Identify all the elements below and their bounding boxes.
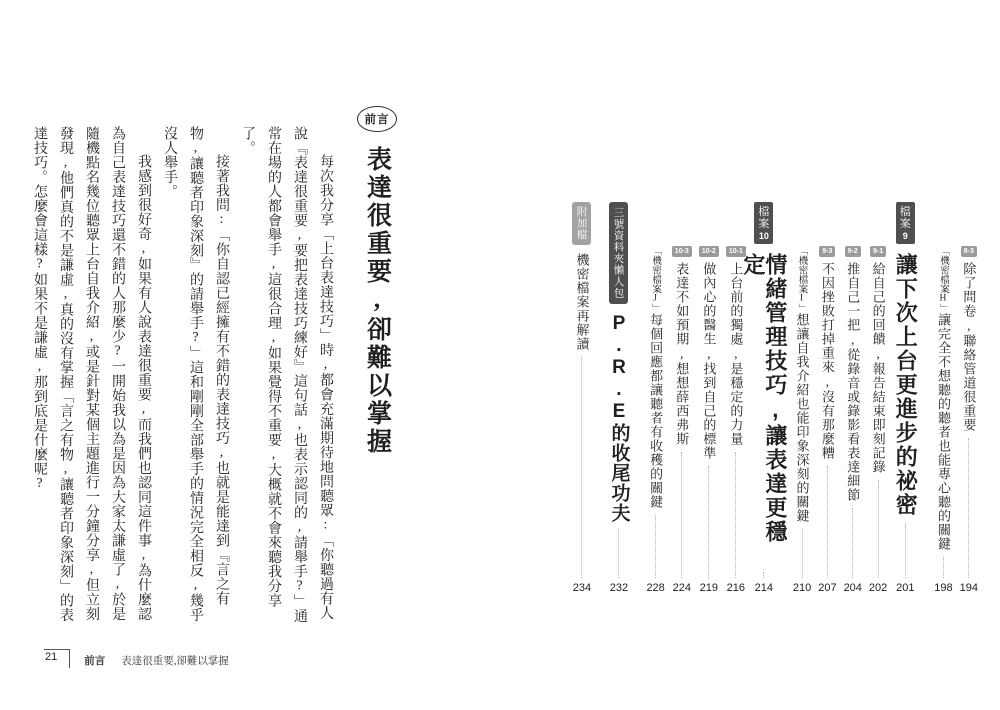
toc-secret-prefix: 「機密檔案J」 <box>650 246 661 313</box>
page-title: 表達很重要,卻難以掌握 <box>363 146 391 456</box>
preface-body <box>32 126 338 624</box>
toc-page-number: 216 <box>726 582 746 594</box>
footer-running-title: 表達很重要,卻難以掌握 <box>121 656 229 667</box>
preface-badge-label: 前言 <box>364 114 390 126</box>
toc-entry <box>699 202 719 594</box>
preface-title-block <box>346 106 408 456</box>
toc-entry-title: 除了問卷,聯絡管道很重要 <box>961 262 977 432</box>
dotted-leader <box>735 452 736 578</box>
toc-page-number: 202 <box>868 582 888 594</box>
toc-entry-number-badge: 9-2 <box>845 246 861 257</box>
toc-entry-title: 推自己一把,從錄音或錄影看表達細節 <box>845 262 861 502</box>
toc-secret-prefix: 「機密檔案H」 <box>937 246 948 313</box>
toc-page-number: 232 <box>609 582 629 594</box>
dotted-leader <box>581 357 582 579</box>
toc-entry <box>572 202 591 594</box>
toc-entry-title: 讓下次上台更進步的祕密 <box>893 253 919 517</box>
toc-entry-title: 「機密檔案H」讓完全不想聽的聽者也能專心聽的關鍵 <box>935 246 951 551</box>
dotted-leader <box>905 523 906 578</box>
dotted-leader <box>681 452 682 578</box>
toc-folder-badge: 三號資料夾懶人包 <box>609 202 628 304</box>
toc-entry-title: 機密檔案再解讀 <box>574 252 590 351</box>
toc-entry-title: 做內心的醫生,找到自己的標準 <box>701 262 717 460</box>
toc-entry-title: P.R.E的收尾功夫 <box>608 313 630 523</box>
toc-page-number: 210 <box>792 582 812 594</box>
dotted-leader <box>618 529 619 578</box>
toc-entry <box>818 202 836 594</box>
toc-entry <box>609 202 628 594</box>
toc-page-number: 228 <box>646 582 665 594</box>
dotted-leader <box>708 466 709 578</box>
toc-entry <box>793 202 811 594</box>
toc-entry-number-badge: 10-3 <box>672 246 692 257</box>
toc-entry <box>893 202 919 594</box>
toc-entry-title: 給自己的回饋,報告結束即刻記錄 <box>870 262 886 474</box>
toc-appendix-badge: 附加檔 <box>572 202 591 245</box>
dotted-leader <box>968 438 969 578</box>
toc-entry-number-badge: 9-3 <box>819 246 835 257</box>
toc-page-number: 201 <box>896 582 915 594</box>
dotted-leader <box>655 515 656 578</box>
toc-entry-title: 「機密檔案J」每個回應都讓聽者有收穫的關鍵 <box>648 246 664 509</box>
toc-entry <box>646 202 664 594</box>
toc-page-number: 198 <box>934 582 953 594</box>
toc-entry-number-badge: 9-1 <box>870 246 886 257</box>
preface-paragraph: 我感到很好奇,如果有人說表達很重要,而我們也認同這件事,為什麼認為自己表達技巧還不錯的人那麼少?一開始我以為是因為大家太謙虛了,於是隨機點名幾位聽眾上台自我介紹,或是針對某個主題進行一分鐘分享,但立刻發現,他們真的不是謙虛,真的沒有掌握「言之有物,讓聽者印象深刻」的表達技巧。怎麼會這樣?如果不是謙虛,那到底是什麼呢? <box>32 126 151 622</box>
toc-page-number: 204 <box>843 582 862 594</box>
toc-entry <box>869 202 887 594</box>
page-footer <box>44 649 229 668</box>
toc-entry-title: 情緒管理技巧,讓表達更穩定 <box>740 253 788 544</box>
toc-page-number: 224 <box>672 582 691 594</box>
toc-entry-number-badge: 10-2 <box>699 246 719 257</box>
dotted-leader <box>878 480 879 578</box>
toc-page-number: 194 <box>959 582 978 594</box>
preface-paragraph: 每次我分享「上台表達技巧」時,都會充滿期待地問聽眾:「你聽過有人說『表達很重要,要把表達技巧練好』這句話,也表示認同的,請舉手?」通常在場的人都會舉手,這很合理,如果覺得不重要,大概就不會來聽我分享了。 <box>240 126 333 623</box>
toc-page-number: 207 <box>818 582 837 594</box>
footer-section-label: 前言 <box>84 656 106 667</box>
dotted-leader <box>943 557 944 578</box>
toc-entry-number-badge: 8-3 <box>961 246 977 257</box>
dotted-leader <box>802 529 803 578</box>
toc-page-number: 214 <box>754 582 774 594</box>
dotted-leader <box>763 572 764 578</box>
preface-paragraph: 接著我問:「你自認已經擁有不錯的表達技巧,也就是能達到『言之有物,讓聽者印象深刻』的請舉手?」這和剛剛全部舉手的情況完全相反,幾乎沒人舉手。 <box>162 126 229 622</box>
toc-entry-title: 上台前的獨處,是穩定的力量 <box>728 262 744 446</box>
toc-entry <box>934 202 952 594</box>
toc-page-number: 234 <box>572 582 592 594</box>
preface-badge <box>357 106 397 132</box>
dotted-leader <box>852 508 853 578</box>
toc-chapter-badge: 檔 案 10 <box>754 202 773 244</box>
toc-entry-title: 表達不如預期,想想薛西弗斯 <box>674 262 690 446</box>
page-number: 21 <box>44 649 70 668</box>
toc-chapter-badge: 檔 案 9 <box>896 202 915 244</box>
dotted-leader <box>827 466 828 578</box>
toc-entry <box>844 202 862 594</box>
toc-entry <box>960 202 978 594</box>
toc-entry-title: 不因挫敗打掉重來,沒有那麼糟 <box>819 262 835 460</box>
toc-entry-number-badge: 10-1 <box>726 246 746 257</box>
toc-entry <box>740 202 788 594</box>
toc-secret-prefix: 「機密檔案I」 <box>796 246 807 313</box>
table-of-contents <box>572 202 978 594</box>
toc-page-number: 219 <box>699 582 718 594</box>
toc-entry <box>672 202 692 594</box>
toc-entry-title: 「機密檔案I」想讓自我介紹也能印象深刻的關鍵 <box>794 246 810 523</box>
